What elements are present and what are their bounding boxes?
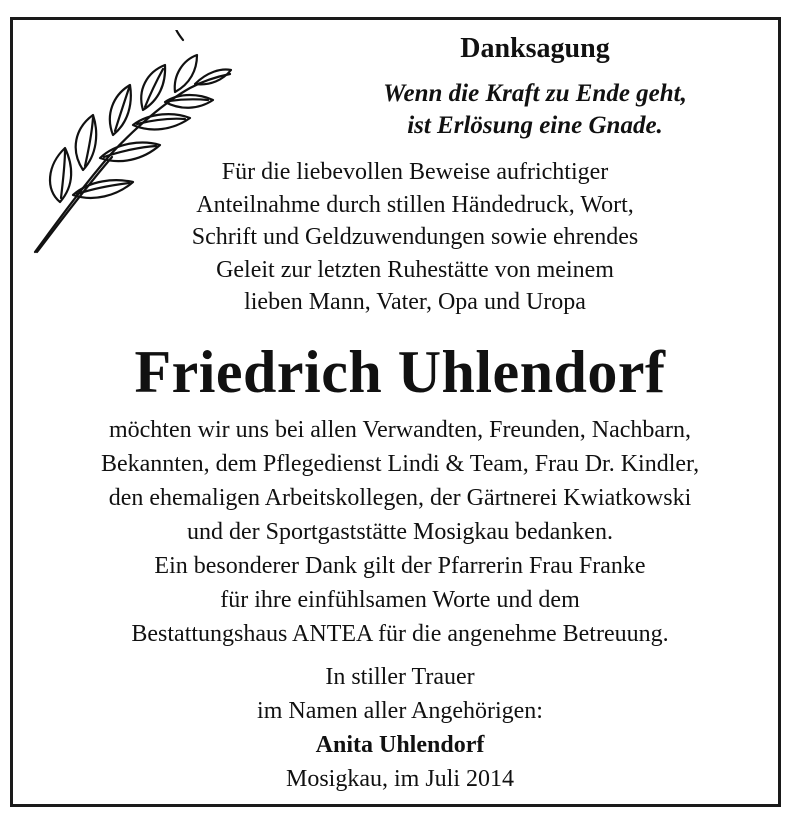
thanks-line: den ehemaligen Arbeitskollegen, der Gärtnerei Kwiatkowski: [108, 485, 692, 511]
closing-line: In stiller Trauer: [325, 664, 475, 690]
thanks-line: Bekannten, dem Pflegedienst Lindi & Team, Frau Dr. Kindler,: [100, 451, 700, 477]
motto: [300, 78, 770, 142]
thanks-line: Ein besonderer Dank gilt der Pfarrerin Frau Franke: [154, 553, 646, 579]
signer-name: Anita Uhlendorf: [315, 732, 485, 758]
motto-line: Wenn die Kraft zu Ende geht,: [383, 80, 687, 107]
intro-line: Schrift und Geldzuwendungen sowie ehrendes: [191, 224, 639, 250]
closing-line: im Namen aller Angehörigen:: [257, 698, 543, 724]
motto-line: ist Erlösung eine Gnade.: [407, 112, 663, 139]
page-title: Danksagung: [460, 33, 610, 64]
intro-text: [150, 156, 680, 319]
thanks-line: Bestattungshaus ANTEA für die angenehme Betreuung.: [131, 621, 669, 647]
thanks-text: [20, 413, 780, 651]
closing: [200, 660, 600, 762]
thanks-line: möchten wir uns bei allen Verwandten, Freunden, Nachbarn,: [108, 417, 692, 443]
intro-line: Für die liebevollen Beweise aufrichtiger: [221, 159, 609, 185]
intro-line: Geleit zur letzten Ruhestätte von meinem: [216, 256, 614, 283]
thanks-line: und der Sportgaststätte Mosigkau bedanken.: [187, 519, 613, 545]
thanks-line: für ihre einfühlsamen Worte und dem: [220, 587, 580, 613]
header: [300, 32, 770, 142]
deceased-name: Friedrich Uhlendorf: [134, 339, 666, 405]
place-date: Mosigkau, im Juli 2014: [285, 766, 514, 792]
intro-line: Anteilnahme durch stillen Händedruck, Wort,: [196, 191, 634, 218]
intro-line: lieben Mann, Vater, Opa und Uropa: [244, 289, 586, 315]
